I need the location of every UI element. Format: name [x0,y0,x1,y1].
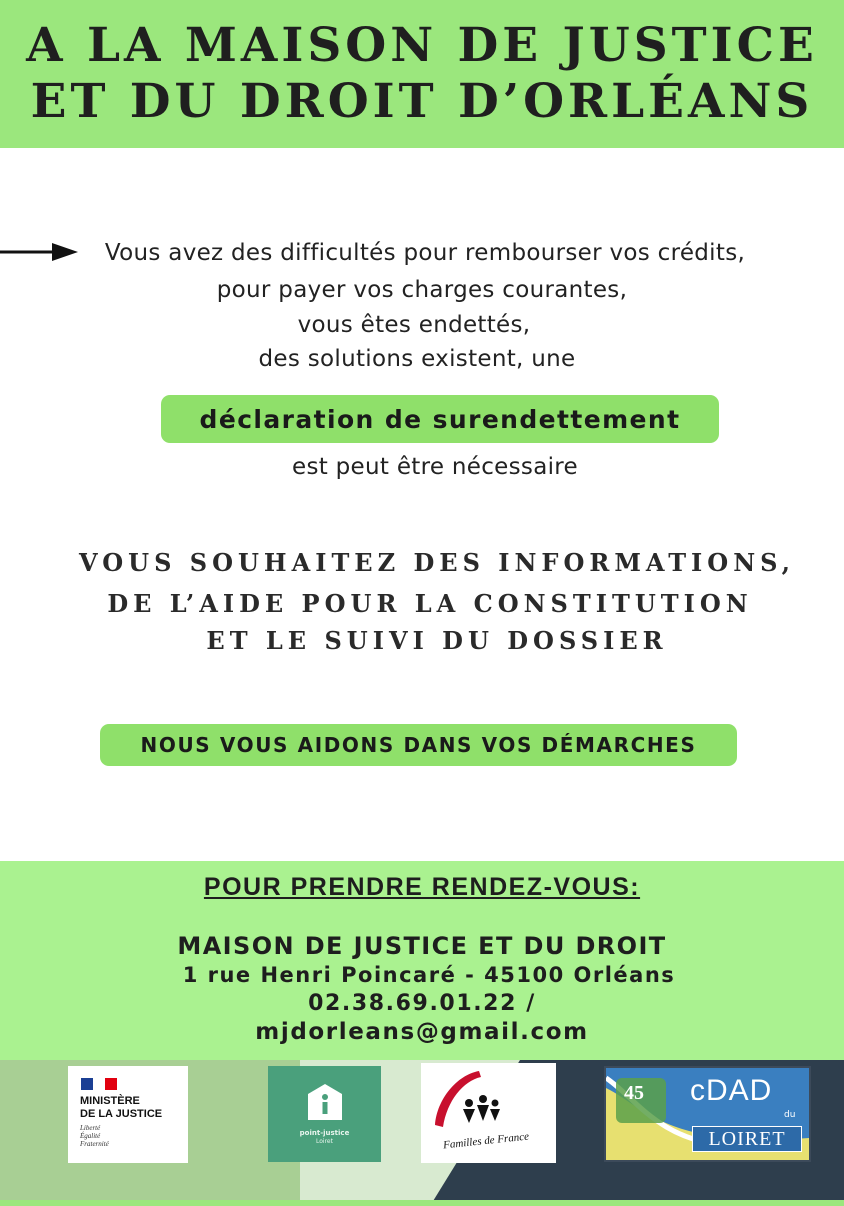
assistance-banner: NOUS VOUS AIDONS DANS VOS DÉMARCHES [100,724,737,766]
info-line-2: DE L’AIDE POUR LA CONSTITUTION [107,589,753,618]
french-flag-icon [81,1078,117,1090]
ministere-justice-logo [68,1066,188,1163]
cdad-number: 45 [624,1082,644,1104]
motto-egalite: Égalité [80,1132,101,1140]
page-title-line-1: A LA MAISON DE JUSTICE [26,18,818,73]
info-line-1: VOUS SOUHAITEZ DES INFORMATIONS, [79,548,795,577]
cdad-du: du [784,1110,796,1120]
office-email-link[interactable]: mjdorleans@gmail.com [255,1019,589,1045]
office-address: 1 rue Henri Poincaré - 45100 Orléans [182,963,676,987]
appointment-heading: POUR PRENDRE RENDEZ-VOUS: [203,873,641,901]
ministere-name-line-2: DE LA JUSTICE [80,1108,163,1120]
point-justice-logo [268,1066,381,1162]
familles-de-france-logo [421,1063,556,1163]
intro-line-4: des solutions existent, une [258,346,576,372]
intro-line-2: pour payer vos charges courantes, [216,277,628,303]
intro-line-3: vous êtes endettés, [297,312,531,338]
office-name: MAISON DE JUSTICE ET DU DROIT [177,932,667,960]
intro-line-1: Vous avez des difficultés pour rembourser vos crédits, [104,240,746,266]
house-roof-icon [429,1069,501,1131]
declaration-followup: est peut être nécessaire [292,454,578,480]
header-band [0,0,844,148]
cdad-region: LOIRET [692,1126,802,1152]
familles-name: Familles de France [442,1130,530,1152]
motto-liberte: Liberté [80,1124,101,1132]
declaration-highlight: déclaration de surendettement [161,395,719,443]
cdad-name: cDAD [690,1074,773,1107]
cdad-loiret-logo [604,1066,811,1162]
motto-fraternite: Fraternité [80,1140,109,1148]
office-phone[interactable]: 02.38.69.01.22 / [308,991,536,1016]
info-line-3: ET LE SUIVI DU DOSSIER [206,626,668,655]
point-justice-name: point-justice [299,1129,350,1137]
page-title-line-2: ET DU DROIT D’ORLÉANS [30,74,814,129]
point-justice-region: Loiret [316,1138,333,1145]
ministere-name-line-1: MINISTÈRE [80,1095,140,1107]
point-justice-icon [308,1084,342,1120]
